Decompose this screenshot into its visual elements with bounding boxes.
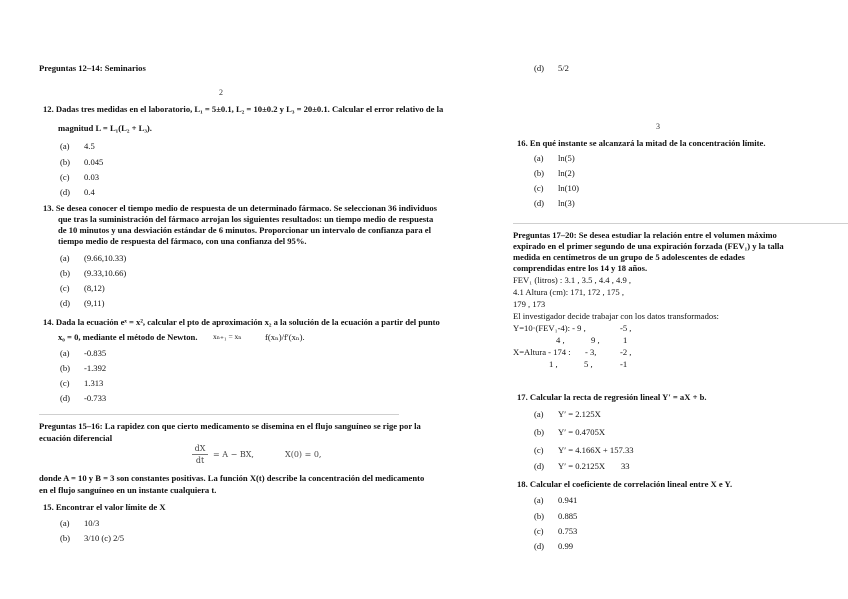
question-17-option-a[interactable]: (a) Y′ = 2.125X: [534, 409, 601, 419]
question-16-option-a[interactable]: (a) ln(5): [534, 153, 575, 163]
question-15-text: 15. Encontrar el valor límite de X: [43, 502, 166, 512]
question-14-option-c[interactable]: (c) 1.313: [60, 378, 104, 388]
y-transform-value: 1: [623, 335, 628, 345]
y-transform-value: -5 ,: [620, 323, 632, 333]
section-intro: Preguntas 15–16: La rapidez con que cierto medicamento se disemina en el flujo sanguíneo se rige por la: [39, 421, 421, 431]
side-number: 33: [621, 461, 630, 471]
question-18-option-b[interactable]: (b) 0.885: [534, 511, 578, 521]
question-13-text-cont: tiempo medio de respuesta del fármaco, con una confianza del 95%.: [58, 236, 307, 246]
x-transform-value: -1: [620, 359, 628, 369]
y-transform-value: 4 ,: [556, 335, 565, 345]
x-transform-value: 5 ,: [584, 359, 593, 369]
y-transform-row: Y=10·(FEV₁-4): - 9 ,: [513, 323, 586, 333]
section-description-cont: en el flujo sanguíneo en un instante cualquiera t.: [39, 485, 217, 495]
x-transform-value: - 3,: [585, 347, 597, 357]
equation-initial-condition: X(0) = 0,: [285, 450, 322, 459]
question-15-option-d[interactable]: (d) 5/2: [534, 63, 569, 73]
height-data-line-cont: 179 , 173: [513, 299, 546, 309]
question-13-option-d[interactable]: (d) (9,11): [60, 298, 105, 308]
question-14-option-d[interactable]: (d) -0.733: [60, 393, 107, 403]
transformation-note: El investigador decide trabajar con los datos transformados:: [513, 311, 719, 321]
question-16-option-b[interactable]: (b) ln(2): [534, 168, 575, 178]
question-13-text-cont: que tras la suministración del fármaco arrojan los siguientes resultados: un tiempo medio de respuesta: [58, 214, 434, 224]
question-18-option-d[interactable]: (d) 0.99: [534, 541, 574, 551]
question-12-option-d[interactable]: (d) 0.4: [60, 187, 95, 197]
newton-formula-fraction: f(xₙ)/f′(xₙ).: [265, 332, 305, 342]
section-header: Preguntas 12–14: Seminarios: [39, 63, 146, 73]
equation-fraction-bar: [192, 454, 208, 455]
page-number: 2: [219, 88, 223, 97]
question-14-text-cont: x₀ = 0, mediante el método de Newton.: [58, 332, 198, 342]
question-12-option-c[interactable]: (c) 0.03: [60, 172, 100, 182]
section-intro-cont: ecuación diferencial: [39, 433, 113, 443]
left-column: [39, 0, 460, 599]
question-12-text: 12. Dadas tres medidas en el laboratorio, L₁ = 5±0.1, L₂ = 10±0.2 y L₃ = 20±0.1. Calcular el error relativo de la: [43, 104, 444, 114]
equation-numerator: dX: [194, 444, 206, 453]
right-column: [513, 0, 848, 599]
page-number: 3: [656, 122, 660, 131]
question-13-option-b[interactable]: (b) (9.33,10.66): [60, 268, 127, 278]
equation-rhs: = A − BX,: [213, 450, 254, 459]
question-12-option-b[interactable]: (b) 0.045: [60, 157, 104, 167]
question-13-option-a[interactable]: (a) (9.66,10.33): [60, 253, 127, 263]
x-transform-value: 1 ,: [549, 359, 558, 369]
question-18-text: 18. Calcular el coeficiente de correlación lineal entre X e Y.: [517, 479, 733, 489]
newton-formula: xₙ₊₁ = xₙ: [213, 332, 242, 341]
question-13-option-c[interactable]: (c) (8,12): [60, 283, 105, 293]
question-17-option-b[interactable]: (b) Y′ = 0.4705X: [534, 427, 606, 437]
fev-data-line: FEV₁ (litros) : 3.1 , 3.5 , 4.4 , 4.9 ,: [513, 275, 632, 285]
y-transform-value: 9 ,: [591, 335, 600, 345]
question-14-option-a[interactable]: (a) -0.835: [60, 348, 107, 358]
question-15-option-a[interactable]: (a) 10/3: [60, 518, 100, 528]
equation-denominator: dt: [195, 456, 205, 465]
question-13-text-cont: de 10 minutos y una desviación estándar de 6 minutos. Proporcionar un intervalo de confianza para el: [58, 225, 431, 235]
question-12-text-cont: magnitud L = L₁(L₂ + L₃).: [58, 123, 152, 133]
question-16-text: 16. En qué instante se alcanzará la mitad de la concentración límite.: [517, 138, 766, 148]
question-13-text: 13. Se desea conocer el tiempo medio de respuesta de un determinado fármaco. Se seleccionan 36 individuos: [43, 203, 438, 213]
question-17-option-d[interactable]: (d) Y′ = 0.2125X: [534, 461, 606, 471]
question-17-text: 17. Calcular la recta de regresión lineal Y′ = aX + b.: [517, 392, 707, 402]
section-divider: [513, 223, 848, 224]
question-18-option-a[interactable]: (a) 0.941: [534, 495, 578, 505]
question-15-option-b[interactable]: (b) 3/10 (c) 2/5: [60, 533, 125, 543]
section-intro: Preguntas 17–20: Se desea estudiar la relación entre el volumen máximo: [513, 230, 777, 240]
question-18-option-c[interactable]: (c) 0.753: [534, 526, 578, 536]
section-intro-cont: comprendidas entre los 14 y 18 años.: [513, 263, 648, 273]
question-16-option-d[interactable]: (d) ln(3): [534, 198, 575, 208]
question-17-option-c[interactable]: (c) Y′ = 4.166X + 157.33: [534, 445, 634, 455]
height-data-line: 4.1 Altura (cm): 171, 172 , 175 ,: [513, 287, 624, 297]
section-intro-cont: medida en centímetros de un grupo de 5 adolescentes de edades: [513, 252, 745, 262]
x-transform-value: -2 ,: [620, 347, 632, 357]
section-intro-cont: expirado en el primer segundo de una expiración forzada (FEV₁) y la talla: [513, 241, 784, 251]
section-divider: [39, 414, 399, 415]
section-description: donde A = 10 y B = 3 son constantes positivas. La función X(t) describe la concentración del medicamento: [39, 473, 425, 483]
question-14-option-b[interactable]: (b) -1.392: [60, 363, 107, 373]
question-12-option-a[interactable]: (a) 4.5: [60, 141, 95, 151]
x-transform-row: X=Altura - 174 :: [513, 347, 571, 357]
question-14-text: 14. Dada la ecuación eˣ = x², calcular el pto de aproximación x₂ a la solución de la ecuación a partir del punto: [43, 317, 440, 327]
question-16-option-c[interactable]: (c) ln(10): [534, 183, 580, 193]
